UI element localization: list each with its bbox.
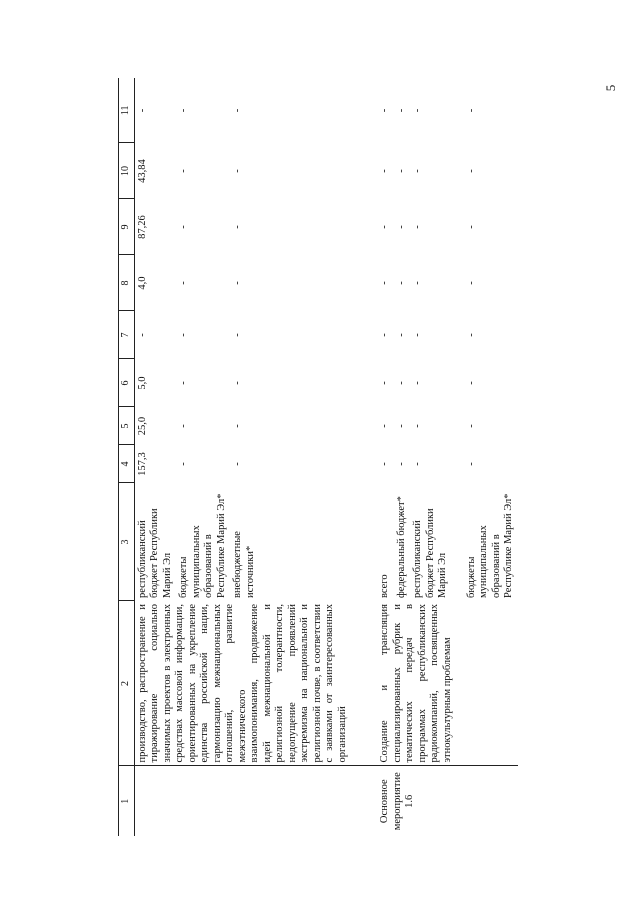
value-cell: - — [379, 108, 390, 113]
value-cell: - — [178, 281, 189, 285]
value-cell: - — [232, 424, 243, 428]
header-cell: 7 — [119, 311, 135, 359]
value-cell: - — [395, 424, 407, 428]
value-cell: - — [395, 462, 407, 466]
value-cell: - — [465, 169, 477, 173]
value-cell: 157,3 — [136, 452, 148, 476]
value-cell: - — [412, 108, 423, 113]
value-cell: - — [178, 424, 189, 428]
header-cell: 10 — [119, 143, 135, 199]
rotated-table-wrapper — [118, 78, 618, 836]
value-cell: - — [178, 333, 189, 337]
value-cell: - — [465, 281, 477, 285]
header-cell: 8 — [119, 255, 135, 311]
value-cell: 87,26 — [136, 215, 148, 239]
header-row — [119, 78, 135, 836]
funding-table — [118, 78, 518, 836]
value-cell: 25,0 — [136, 416, 148, 436]
value-cell: - — [379, 281, 390, 285]
value-cell: - — [412, 333, 423, 337]
value-cell: - — [178, 225, 189, 229]
value-cell: - — [178, 381, 189, 385]
value-cell: - — [379, 462, 390, 466]
value-cell: - — [178, 462, 189, 466]
funding-source: республиканский бюджет Республики Марий Эл — [412, 508, 448, 598]
page-number: 5 — [603, 84, 618, 92]
value-cell: - — [395, 281, 407, 285]
value-cell: - — [178, 169, 189, 173]
value-cell: - — [465, 108, 477, 113]
funding-source: федеральный бюджет* — [395, 496, 407, 598]
funding-source: бюджеты муниципальных образований в Республике Марий Эл* — [465, 493, 514, 598]
value-cell: 4,0 — [136, 276, 148, 290]
header-cell: 5 — [119, 407, 135, 445]
funding-source: республиканский бюджет Республики Марий Эл — [136, 508, 173, 598]
value-cell: - — [465, 462, 477, 466]
header-cell: 6 — [119, 359, 135, 407]
value-cell: 5,0 — [136, 376, 148, 390]
value-cell: - — [395, 108, 407, 113]
activity-code: Основное мероприятие 1.6 — [377, 766, 518, 836]
value-cell: - — [178, 108, 189, 113]
value-cell: - — [379, 169, 390, 173]
value-cell: - — [379, 225, 390, 229]
value-cell: - — [465, 225, 477, 229]
value-cell: - — [465, 333, 477, 337]
value-cell: - — [412, 169, 423, 173]
value-cell: - — [395, 381, 407, 385]
value-cell: - — [412, 462, 423, 466]
header-cell: 9 — [119, 199, 135, 255]
value-cell: - — [395, 225, 407, 229]
value-cell: - — [232, 333, 243, 337]
value-cell: - — [232, 462, 243, 466]
funding-source: внебюджетные источники* — [232, 531, 256, 598]
funding-source: всего — [379, 574, 390, 598]
table-row — [134, 78, 176, 836]
value-cell: 43,84 — [136, 159, 148, 183]
value-cell: - — [412, 424, 423, 428]
header-cell: 2 — [119, 601, 135, 766]
activity-description: производство, распространение и тиражирование социально значимых проектов в электронных средствах массовой информации, ориентированных на укрепление единства российской нации, гармонизацию межнациональных отношений, развитие межэтнического взаимопонимания, продвижение идей межнациональной и религиозной толерантности, недопущение проявлений экстремизма на национальной и религиозной почве, в соответствии с заявками от заинтересованных организаций — [136, 604, 348, 763]
value-cell: - — [412, 381, 423, 385]
value-cell: - — [412, 281, 423, 285]
value-cell: - — [232, 225, 243, 229]
header-cell: 3 — [119, 483, 135, 601]
value-cell: - — [465, 381, 477, 385]
value-cell: - — [379, 333, 390, 337]
table-row — [377, 78, 394, 836]
header-cell: 1 — [119, 766, 135, 836]
header-cell: 11 — [119, 78, 135, 143]
value-cell: - — [412, 225, 423, 229]
header-cell: 4 — [119, 445, 135, 483]
value-cell: - — [379, 381, 390, 385]
value-cell: - — [395, 169, 407, 173]
value-cell: - — [395, 333, 407, 337]
value-cell: - — [136, 108, 148, 113]
value-cell: - — [232, 169, 243, 173]
value-cell: - — [136, 333, 148, 337]
value-cell: - — [232, 381, 243, 385]
value-cell: - — [465, 424, 477, 428]
funding-source: бюджеты муниципальных образований в Республике Марий Эл* — [178, 493, 227, 598]
value-cell: - — [379, 424, 390, 428]
value-cell: - — [232, 281, 243, 285]
value-cell: - — [232, 108, 243, 113]
activity-code — [134, 766, 377, 836]
activity-description: Создание и трансляция специализированных рубрик и тематических передач в программах республиканских радиокомпаний, посвященных этнокультурным проблемам — [379, 604, 453, 763]
